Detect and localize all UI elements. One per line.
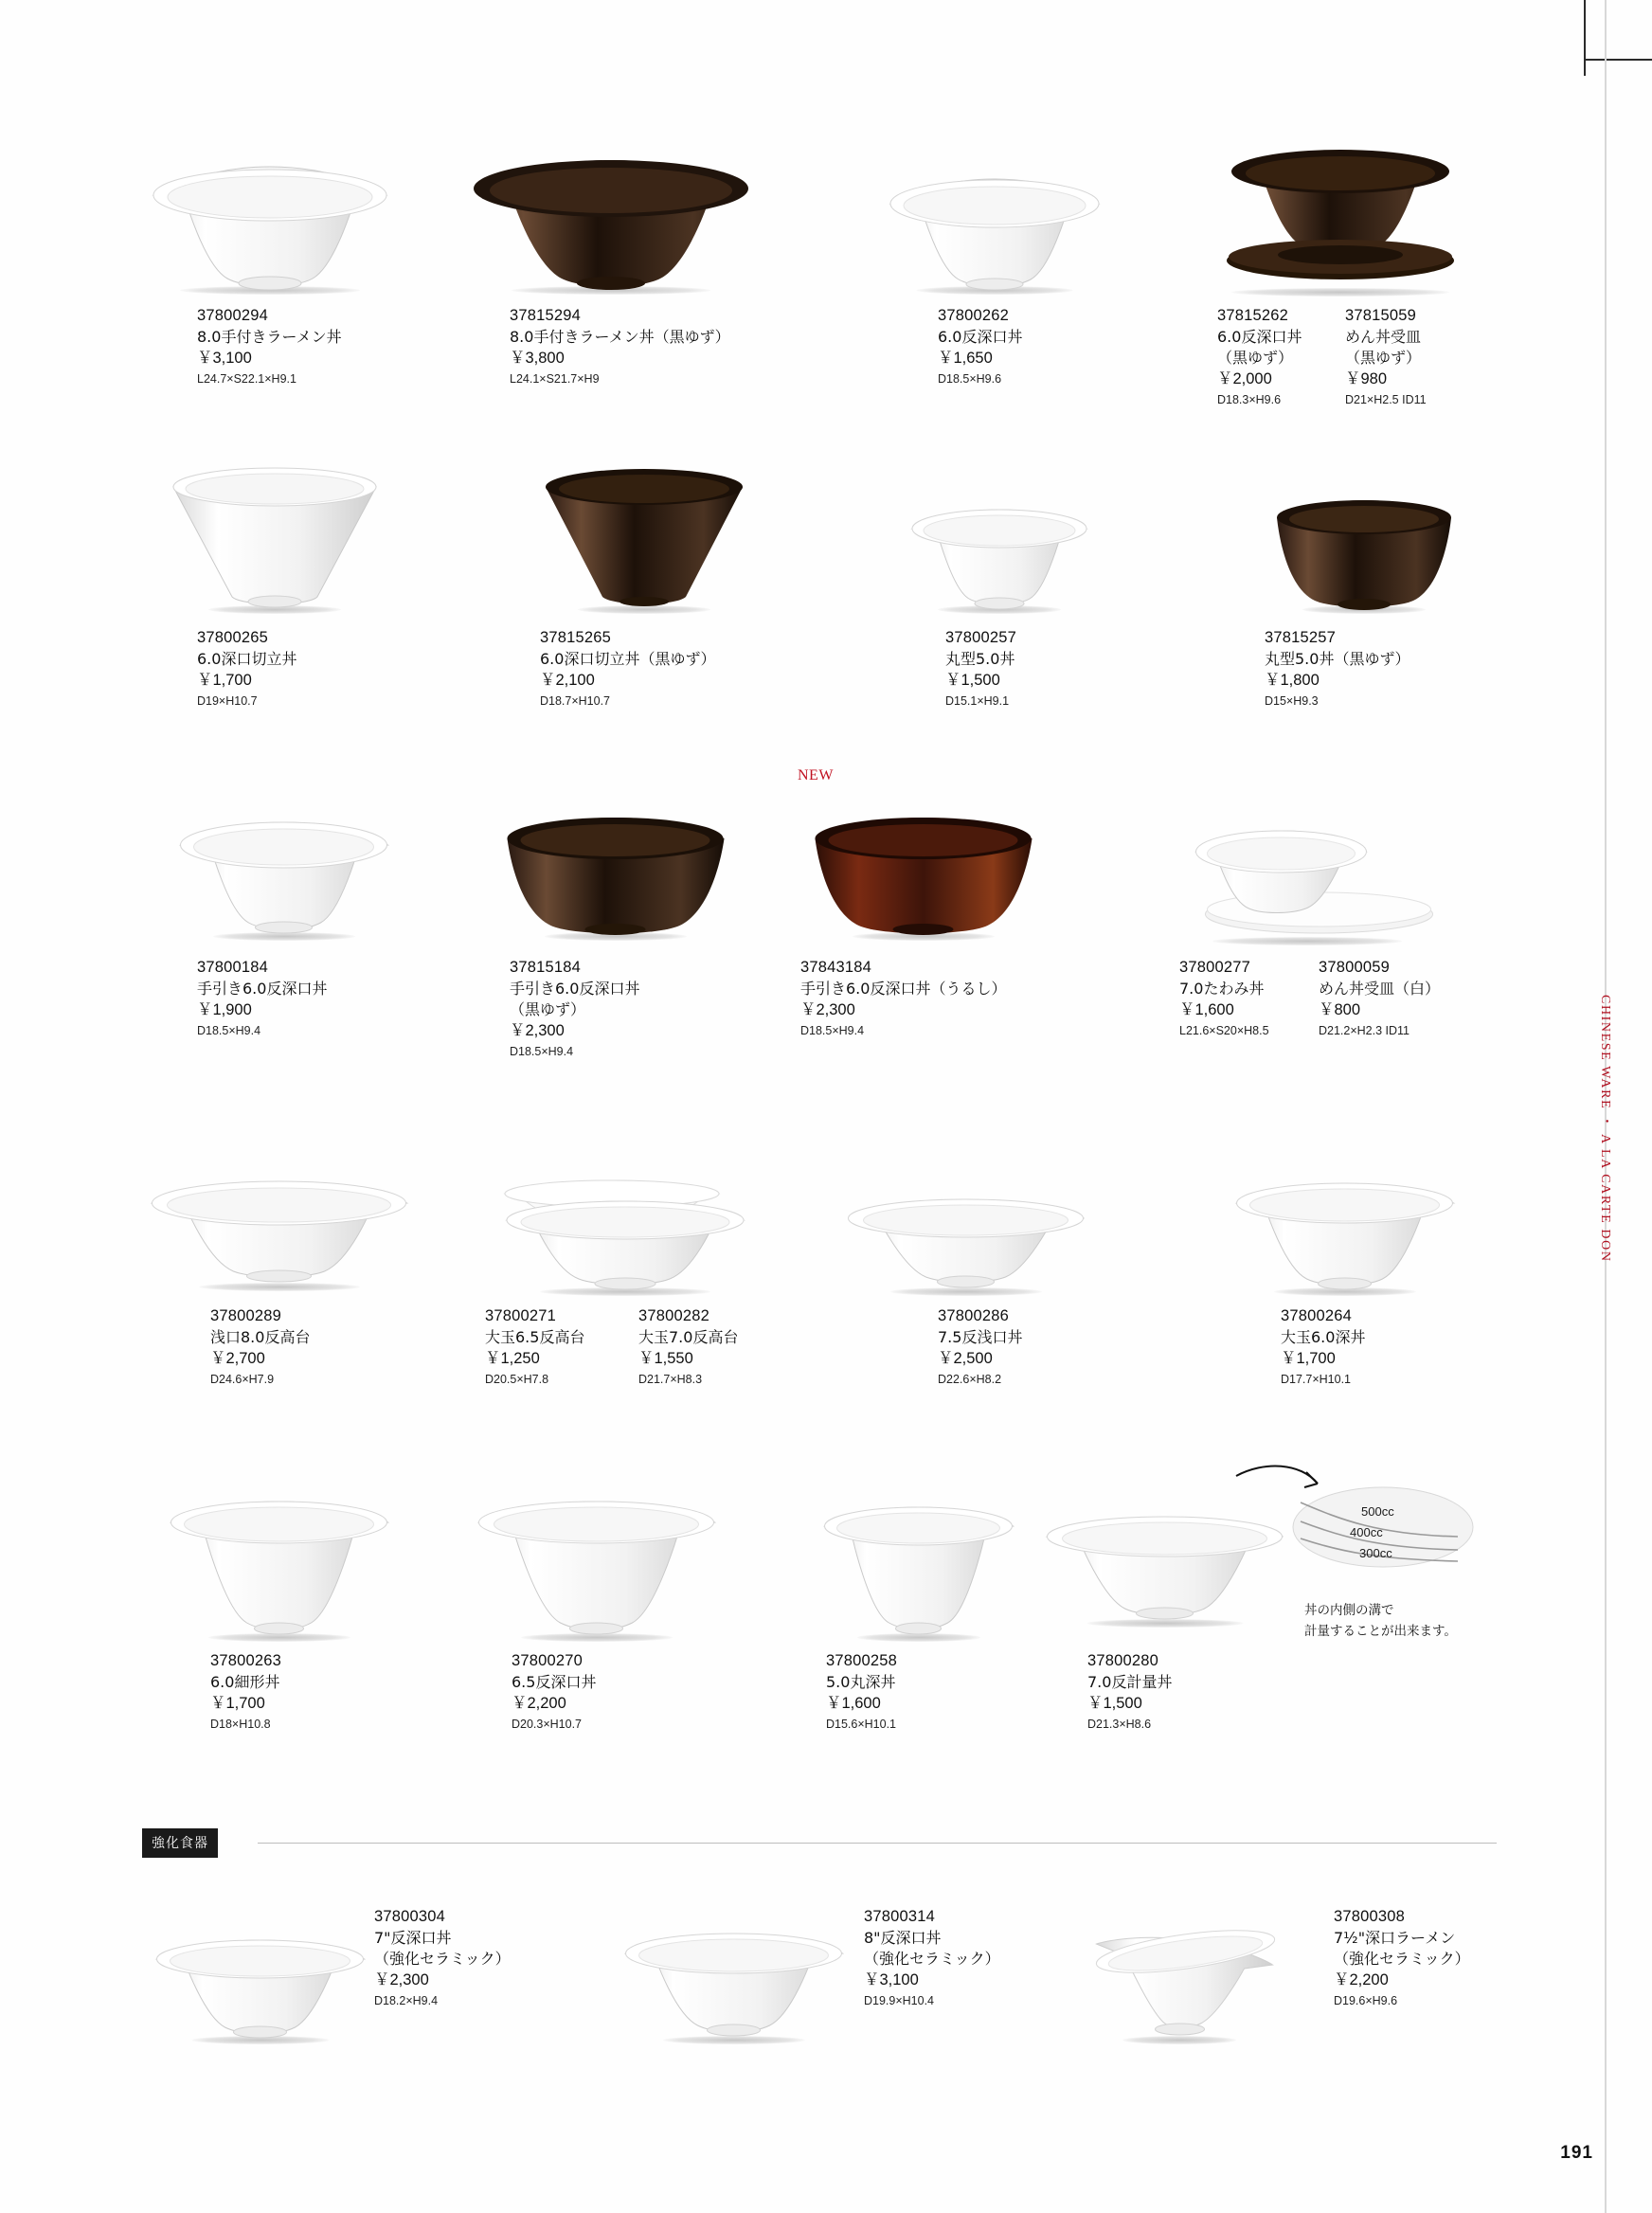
- bowl-icon: [500, 810, 732, 943]
- product-price: ￥2,200: [512, 1694, 566, 1712]
- bowl-icon: [145, 1175, 415, 1293]
- product-dimensions: D19.9×H10.4: [864, 1994, 935, 2008]
- product-photo-37815265: [530, 443, 758, 616]
- product-name: 8.0手付きラーメン丼: [197, 327, 342, 346]
- product-code: 37800265: [197, 629, 269, 646]
- bowl-icon: [166, 464, 384, 616]
- product-name: 6.0反深口丼: [1217, 327, 1302, 346]
- product-photo-37800289: [137, 1151, 422, 1293]
- product-price: ￥1,900: [197, 1000, 252, 1018]
- product-dimensions: D21.2×H2.3 ID11: [1319, 1023, 1410, 1037]
- product-code: 37800059: [1319, 959, 1391, 976]
- product-price: ￥1,500: [1087, 1694, 1142, 1712]
- bowl-icon: [1068, 1927, 1291, 2046]
- measurement-annotation: [1227, 1459, 1501, 1686]
- side-caption: CHINESE WARE ・ A LA CARTE DON: [1598, 995, 1612, 1263]
- product-dimensions: L24.1×S21.7×H9: [510, 371, 600, 386]
- product-photo-37800258: [810, 1478, 1028, 1644]
- product-name: 大玉7.0反高台: [638, 1327, 739, 1346]
- product-name: 7.0反計量丼: [1087, 1672, 1173, 1691]
- product-caption-37800304: [374, 1906, 511, 2009]
- product-name-2: （黒ゆず）: [1345, 348, 1422, 367]
- bowl-and-saucer-icon: [1177, 819, 1438, 947]
- product-code: 37800271: [485, 1307, 557, 1324]
- product-photo-37800262: [867, 140, 1122, 297]
- bowl-icon: [173, 815, 396, 943]
- product-name: 6.5反深口丼: [512, 1672, 597, 1691]
- product-name: 大玉6.5反高台: [485, 1327, 585, 1346]
- product-name-2: （黒ゆず）: [510, 999, 586, 1018]
- product-photo-37815294: [455, 121, 767, 297]
- product-price: ￥1,600: [1179, 1000, 1234, 1018]
- bowl-icon: [472, 1494, 723, 1644]
- product-dimensions: D20.5×H7.8: [485, 1372, 549, 1386]
- product-code: 37800286: [938, 1307, 1010, 1324]
- new-badge: NEW: [798, 767, 834, 783]
- product-code: 37800304: [374, 1908, 446, 1925]
- product-price: ￥2,700: [210, 1349, 265, 1367]
- product-dimensions: D18.7×H10.7: [540, 693, 611, 708]
- product-dimensions: D21×H2.5 ID11: [1345, 393, 1427, 407]
- product-photo-37800263: [156, 1473, 403, 1644]
- product-dimensions: D17.7×H10.1: [1281, 1372, 1352, 1386]
- product-caption-37815294: [510, 305, 730, 387]
- stacked-bowls-icon: [488, 1177, 763, 1298]
- product-photo-37800265: [156, 441, 393, 616]
- product-photo-37800271-37800282: [483, 1160, 767, 1298]
- product-caption-37815059: [1345, 305, 1427, 408]
- measure-mark-500: 500cc: [1361, 1504, 1394, 1519]
- product-photo-37800304: [142, 1914, 379, 2046]
- product-name: めん丼受皿（白）: [1319, 979, 1441, 998]
- product-dimensions: D20.3×H10.7: [512, 1717, 583, 1731]
- bowl-icon: [808, 810, 1040, 943]
- product-photo-37800308: [1061, 1909, 1298, 2046]
- product-caption-37800270: [512, 1650, 596, 1733]
- product-code: 37800282: [638, 1307, 710, 1324]
- product-code: 37800262: [938, 307, 1010, 324]
- product-price: ￥2,000: [1217, 369, 1272, 387]
- product-photo-37800277: [1170, 801, 1445, 947]
- product-name: 丸型5.0丼: [945, 649, 1015, 668]
- measure-mark-400: 400cc: [1350, 1525, 1383, 1539]
- product-name: 7.0たわみ丼: [1179, 979, 1265, 998]
- product-price: ￥1,700: [197, 671, 252, 689]
- product-name: めん丼受皿: [1345, 327, 1422, 346]
- product-price: ￥3,100: [864, 1970, 919, 1988]
- product-caption-37800257: [945, 627, 1016, 710]
- product-photo-37815184: [493, 791, 739, 943]
- product-price: ￥2,300: [374, 1970, 429, 1988]
- bowl-icon: [540, 466, 748, 616]
- product-caption-37800264: [1281, 1305, 1365, 1388]
- product-caption-37843184: [800, 957, 1006, 1039]
- product-caption-37800277: [1179, 957, 1269, 1039]
- product-photo-37815262: [1198, 123, 1482, 298]
- product-photo-37800257: [895, 483, 1104, 616]
- product-code: 37815265: [540, 629, 612, 646]
- product-dimensions: D19×H10.7: [197, 693, 258, 708]
- product-code: 37800289: [210, 1307, 282, 1324]
- product-dimensions: D24.6×H7.9: [210, 1372, 275, 1386]
- measure-note-line1: 丼の内側の溝で: [1304, 1603, 1394, 1618]
- page-number: 191: [1560, 2143, 1593, 2163]
- product-name-2: （強化セラミック）: [374, 1949, 511, 1968]
- product-code: 37815184: [510, 959, 582, 976]
- product-photo-37800264: [1222, 1160, 1468, 1298]
- product-caption-37800263: [210, 1650, 281, 1733]
- product-code: 37800258: [826, 1652, 898, 1669]
- product-name: 手引き6.0反深口丼: [197, 979, 328, 998]
- bowl-icon: [1269, 495, 1459, 616]
- product-price: ￥1,600: [826, 1694, 881, 1712]
- section-divider: [258, 1843, 1497, 1844]
- product-code: 37800270: [512, 1652, 584, 1669]
- product-price: ￥1,800: [1265, 671, 1320, 689]
- product-dimensions: D18.5×H9.4: [197, 1023, 261, 1037]
- bowl-and-saucer-icon: [1203, 147, 1478, 298]
- product-code: 37800280: [1087, 1652, 1159, 1669]
- product-dimensions: D18.2×H9.4: [374, 1994, 439, 2008]
- bowl-icon: [905, 504, 1094, 616]
- product-caption-37815184: [510, 957, 639, 1060]
- product-name: 8.0手付きラーメン丼（黒ゆず）: [510, 327, 730, 346]
- product-code: 37815257: [1265, 629, 1337, 646]
- product-dimensions: D21.3×H8.6: [1087, 1717, 1152, 1731]
- product-price: ￥2,300: [800, 1000, 855, 1018]
- product-name: 7½"深口ラーメン: [1334, 1928, 1456, 1947]
- product-name: 7"反深口丼: [374, 1928, 452, 1947]
- product-caption-37800289: [210, 1305, 310, 1388]
- product-photo-37800270: [464, 1473, 729, 1644]
- product-price: ￥2,300: [510, 1021, 565, 1039]
- product-code: 37815294: [510, 307, 582, 324]
- product-caption-37815262: [1217, 305, 1302, 408]
- product-code: 37800308: [1334, 1908, 1406, 1925]
- product-name: 6.0深口切立丼（黒ゆず）: [540, 649, 716, 668]
- product-dimensions: D15×H9.3: [1265, 693, 1319, 708]
- product-dimensions: D15.1×H9.1: [945, 693, 1010, 708]
- product-dimensions: L24.7×S22.1×H9.1: [197, 371, 296, 386]
- product-photo-37800184: [166, 791, 403, 943]
- bowl-icon: [142, 159, 398, 297]
- product-caption-37800184: [197, 957, 327, 1039]
- product-name: 7.5反浅口丼: [938, 1327, 1023, 1346]
- product-code: 37815059: [1345, 307, 1417, 324]
- product-code: 37815262: [1217, 307, 1289, 324]
- product-caption-37815265: [540, 627, 715, 710]
- product-price: ￥1,700: [210, 1694, 265, 1712]
- bowl-icon: [619, 1927, 851, 2046]
- product-photo-37800294: [133, 121, 407, 297]
- product-dimensions: D18×H10.8: [210, 1717, 271, 1731]
- product-price: ￥1,650: [938, 349, 993, 367]
- product-caption-37800258: [826, 1650, 897, 1733]
- bowl-icon: [841, 1194, 1092, 1298]
- product-name: 8"反深口丼: [864, 1928, 942, 1947]
- product-code: 37800264: [1281, 1307, 1353, 1324]
- product-dimensions: D19.6×H9.6: [1334, 1994, 1398, 2008]
- product-caption-37800314: [864, 1906, 1000, 2009]
- product-price: ￥1,500: [945, 671, 1000, 689]
- product-name: 手引き6.0反深口丼: [510, 979, 640, 998]
- product-code: 37843184: [800, 959, 872, 976]
- product-code: 37800277: [1179, 959, 1251, 976]
- product-photo-37800286: [834, 1179, 1099, 1298]
- bowl-icon: [817, 1500, 1021, 1644]
- product-name: 丸型5.0丼（黒ゆず）: [1265, 649, 1410, 668]
- product-code: 37800263: [210, 1652, 282, 1669]
- measure-mark-300: 300cc: [1359, 1546, 1392, 1560]
- product-name: 6.0深口切立丼: [197, 649, 297, 668]
- product-dimensions: D18.5×H9.4: [800, 1023, 865, 1037]
- product-dimensions: D18.5×H9.4: [510, 1045, 574, 1059]
- product-name: 5.0丸深丼: [826, 1672, 896, 1691]
- product-price: ￥2,500: [938, 1349, 993, 1367]
- product-price: ￥1,700: [1281, 1349, 1336, 1367]
- product-code: 37800314: [864, 1908, 936, 1925]
- product-code: 37800257: [945, 629, 1017, 646]
- product-price: ￥980: [1345, 369, 1388, 387]
- product-dimensions: D21.7×H8.3: [638, 1372, 703, 1386]
- product-dimensions: D15.6×H10.1: [826, 1717, 897, 1731]
- product-name-2: （黒ゆず）: [1217, 348, 1294, 367]
- measure-note-line2: 計量することが出来ます。: [1304, 1624, 1457, 1639]
- product-name-2: （強化セラミック）: [864, 1949, 1000, 1968]
- product-caption-37800059: [1319, 957, 1440, 1039]
- product-dimensions: D18.3×H9.6: [1217, 393, 1282, 407]
- product-caption-37800280: [1087, 1650, 1172, 1733]
- product-caption-37800294: [197, 305, 342, 387]
- bowl-icon: [150, 1933, 372, 2046]
- product-price: ￥2,100: [540, 671, 595, 689]
- product-price: ￥3,800: [510, 349, 565, 367]
- section-label: 強化食器: [142, 1828, 218, 1858]
- product-dimensions: D18.5×H9.6: [938, 371, 1002, 386]
- product-caption-37800265: [197, 627, 296, 710]
- product-code: 37800184: [197, 959, 269, 976]
- product-price: ￥800: [1319, 1000, 1361, 1018]
- product-caption-37800282: [638, 1305, 738, 1388]
- product-dimensions: D22.6×H8.2: [938, 1372, 1002, 1386]
- bowl-icon: [1230, 1177, 1462, 1298]
- callout-arrow-icon: [1227, 1459, 1501, 1686]
- bowl-icon: [881, 173, 1108, 297]
- product-caption-37800262: [938, 305, 1022, 387]
- product-name: 浅口8.0反高台: [210, 1327, 311, 1346]
- section-header-reinforced-ware: [142, 1828, 1497, 1861]
- product-caption-37815257: [1265, 627, 1410, 710]
- product-price: ￥3,100: [197, 349, 252, 367]
- product-name: 大玉6.0深丼: [1281, 1327, 1366, 1346]
- product-dimensions: L21.6×S20×H8.5: [1179, 1023, 1269, 1037]
- product-price: ￥1,550: [638, 1349, 693, 1367]
- bowl-icon: [164, 1494, 396, 1644]
- product-price: ￥2,200: [1334, 1970, 1389, 1988]
- product-photo-37800314: [611, 1909, 857, 2046]
- product-name: 6.0反深口丼: [938, 327, 1023, 346]
- product-caption-37800308: [1334, 1906, 1470, 2009]
- product-price: ￥1,250: [485, 1349, 540, 1367]
- product-name: 手引き6.0反深口丼（うるし）: [800, 979, 1007, 998]
- product-caption-37800271: [485, 1305, 584, 1388]
- product-name: 6.0細形丼: [210, 1672, 280, 1691]
- product-photo-37815257: [1260, 474, 1468, 616]
- product-name-2: （強化セラミック）: [1334, 1949, 1470, 1968]
- product-photo-37843184: [800, 791, 1047, 943]
- bowl-icon: [464, 154, 758, 297]
- product-code: 37800294: [197, 307, 269, 324]
- product-caption-37800286: [938, 1305, 1022, 1388]
